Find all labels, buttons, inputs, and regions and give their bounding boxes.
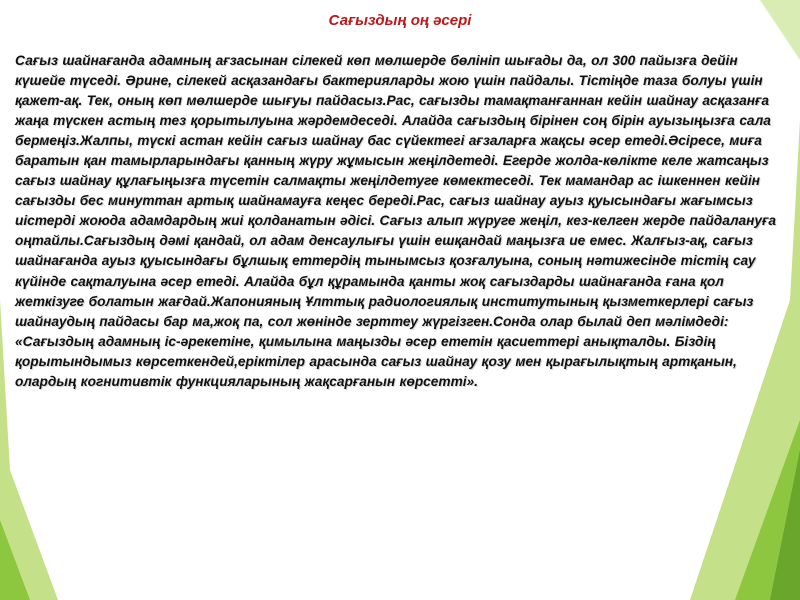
slide-title: Сағыздың оң әсері [328, 12, 472, 29]
slide-body-text: Сағыз шайнағанда адамның ағзасынан сілекей көп мөлшерде бөлініп шығады да, ол 300 пайызға дейін күшейе түседі. Әрине, сілекей асқазандағы бактерияларды жою үшін пайдалы. Тістіңде таза болуы үшін қажет-ақ. Тек, оның көп мөлшерде шығуы пайдасыз.Рас, сағызды тамақтанғаннан кейін шайнау асқазанға жаңа түскен астың тез қорытылуына жәрдемдеседі. Алайда сағыздың бірінен соң бірін ауызыңызға сала бермеңіз.Жалпы, түскі астан кейін сағыз шайнау бас сүйектегі ағзаларға жақсы әсер етеді.Әсіресе, миға баратын қан тамырларындағы қанның жүру жұмысын жеңілдетеді. Егерде жолда-көлікте келе жатсаңыз сағыз шайнау құлағыңызға түсетін салмақты жеңілдетуге көмектеседі. Тек мамандар ас ішкеннен кейін сағызды бес минуттан артық шайнамауға кеңес береді.Рас, сағыз шайнау ауыз қуысындағы жағымсыз иістерді жоюда адамдардың жиі қолданатын әдісі. Сағыз алып жүруге жеңіл, кез-келген жерде пайдалануға оңтайлы.Сағыздың дәмі қандай, ол адам денсаулығы үшін ешқандай маңызға ие емес. Жалғыз-ақ, сағыз шайнағанда ауыз қуысындағы бұлшық еттердің тынымсыз қозғалуына, соның нәтижесінде тістің сау күйінде сақталуына әсер етеді. Алайда бұл құрамында қанты жоқ сағыздарды шайнағанда ғана қол жеткізуге болатын жағдай.Жапонияның Ұлттық радиологиялық институтының қызметкерлері сағыз шайнаудың пайдасы бар ма,жоқ па, сол жөнінде зерттеу жүргізген.Сонда олар былай деп мәлімдеді: «Сағыздың адамның іс-әрекетіне, қимылына маңызды әсер ететін қасиеттері анықталды. Біздің қорытындымыз көрсеткендей,ерiктiлер арасында сағыз шайнау қозу мен қырағылықтың артқанын, олардың когнитивтік функцияларының жақсарғанын көрсетті». [15, 53, 777, 389]
